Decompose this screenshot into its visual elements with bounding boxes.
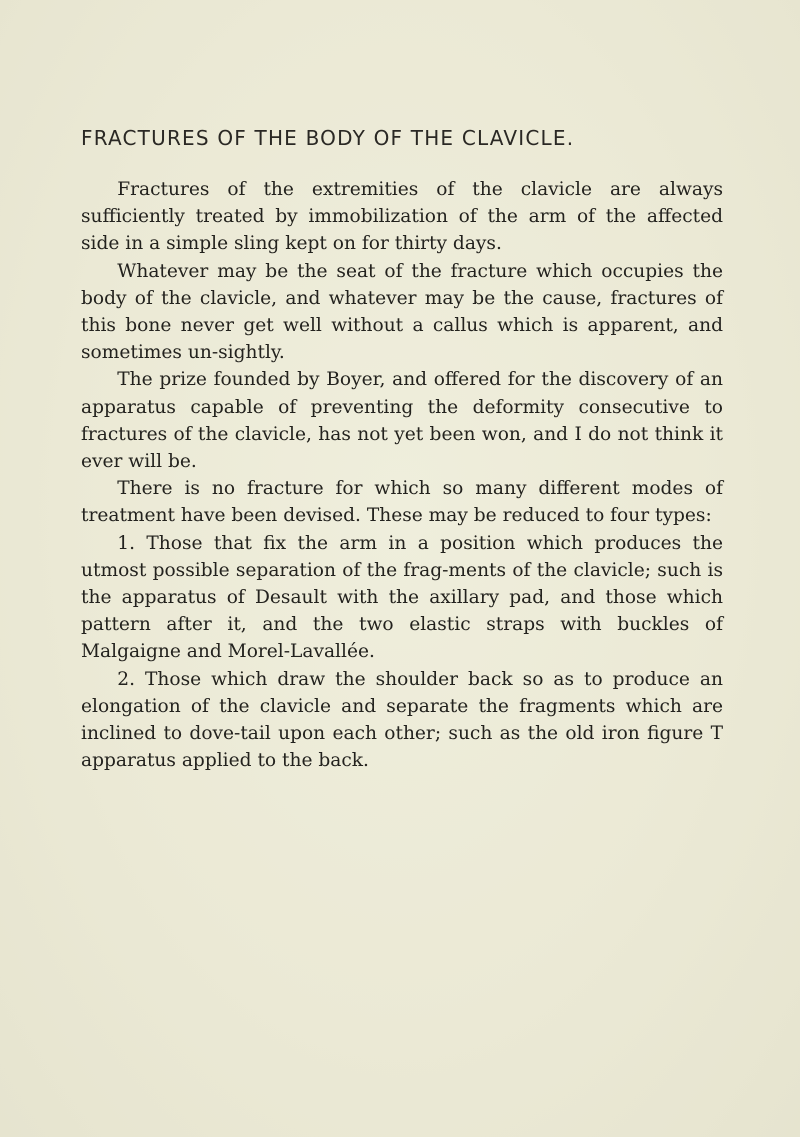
section-heading: FRACTURES OF THE BODY OF THE CLAVICLE.: [81, 126, 575, 150]
paragraph-callus: Whatever may be the seat of the fracture which occupies the body of the clavicle, and whatever may be the cause, fractures of this bone never get well without a callus which is apparent, and sometimes un-sightly.: [81, 260, 723, 364]
paragraph-type-2: 2. Those which draw the shoulder back so as to produce an elongation of the clavicle and separate the fragments which are inclined to dove-tail upon each other; such as the old iron figure T apparatus applied to the back.: [81, 668, 723, 772]
paragraph-type-1: 1. Those that fix the arm in a position which produces the utmost possible separation of the frag-ments of the clavicle; such is the apparatus of Desault with the axillary pad, and those which pattern after it, and the two elastic straps with buckles of Malgaigne and Morel-Lavallée.: [81, 532, 723, 663]
paragraph-extremities: Fractures of the extremities of the clavicle are always sufficiently treated by immobilization of the arm of the affected side in a simple sling kept on for thirty days.: [81, 179, 723, 255]
paragraph-boyer-prize: The prize founded by Boyer, and offered for the discovery of an apparatus capable of preventing the deformity consecutive to fractures of the clavicle, has not yet been won, and I do not think it ever will be.: [81, 369, 723, 473]
body-text: [81, 176, 723, 774]
paragraph-treatment-types: There is no fracture for which so many different modes of treatment have been devised. These may be reduced to four types:: [81, 478, 723, 527]
